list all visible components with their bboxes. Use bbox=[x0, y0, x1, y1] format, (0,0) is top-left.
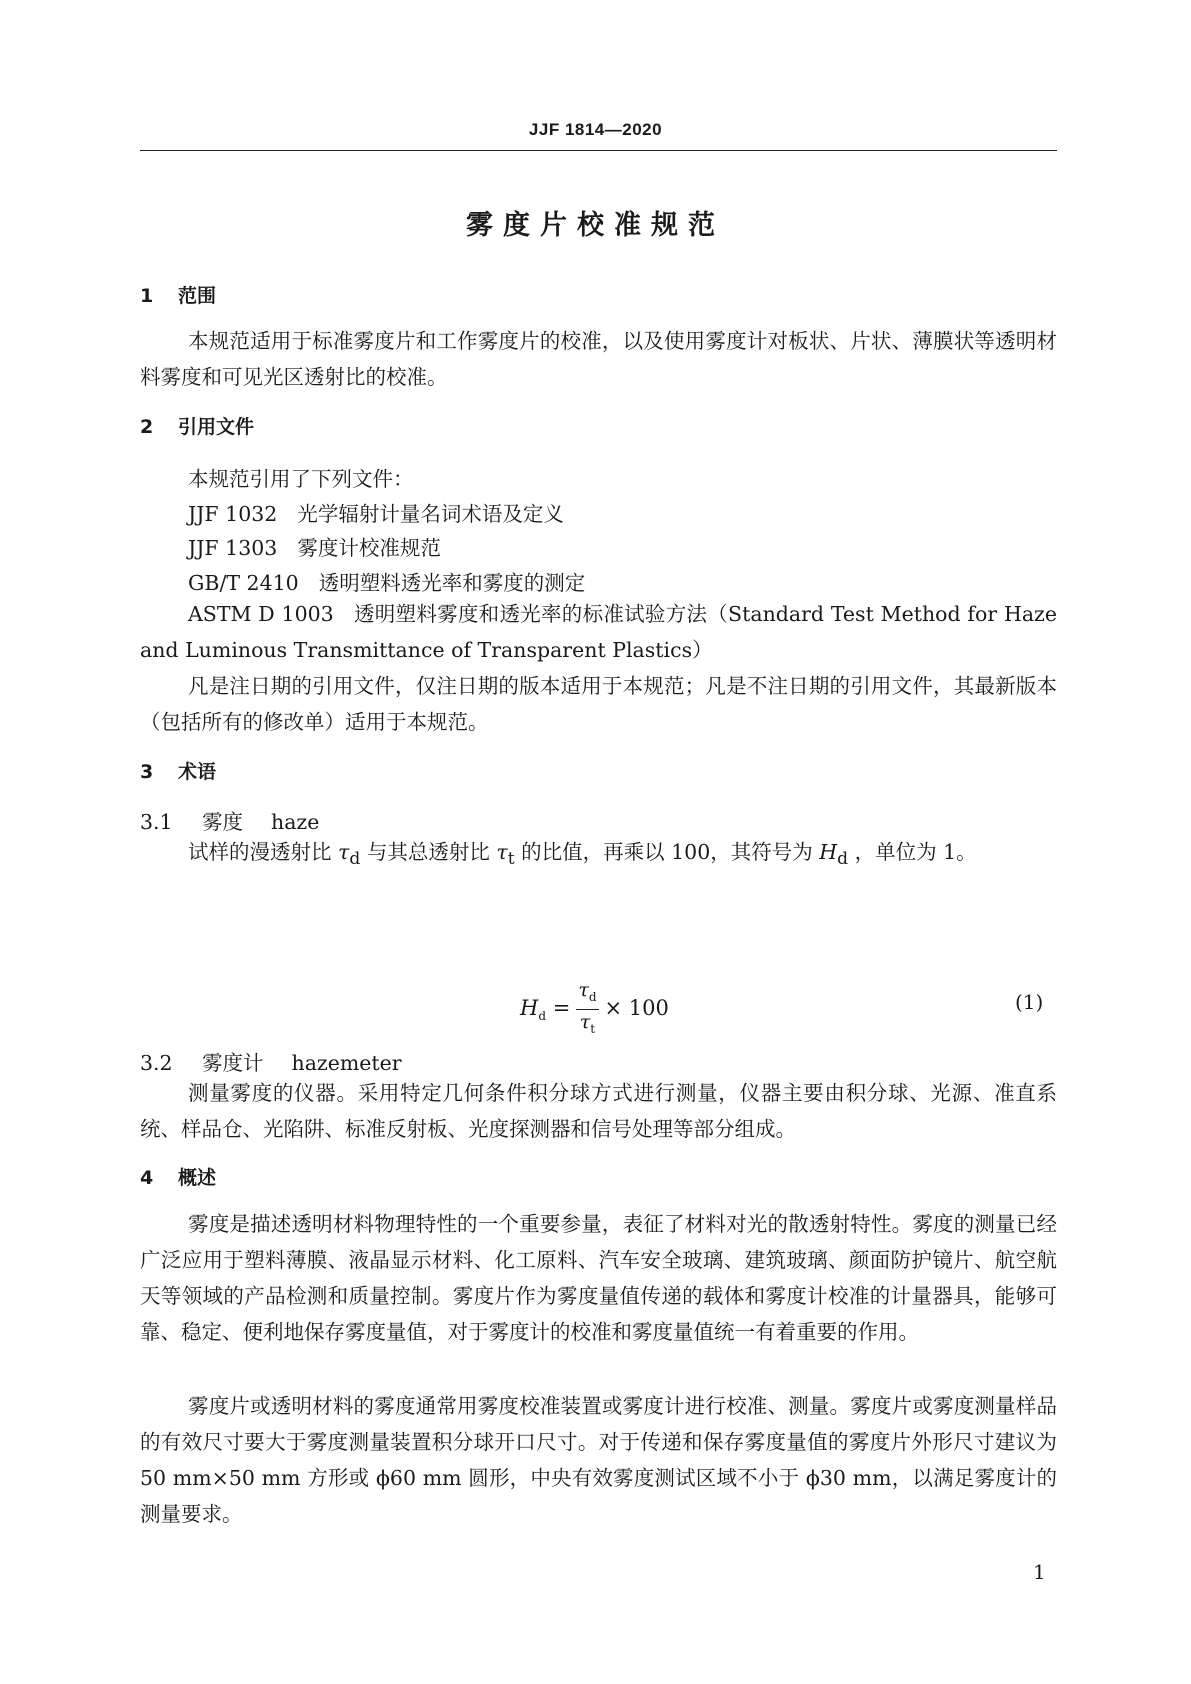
reference-name: 雾度计校准规范 bbox=[297, 536, 441, 560]
fraction bbox=[576, 978, 598, 1041]
reference-item bbox=[188, 566, 585, 596]
section-4-paragraph-1: 雾度是描述透明材料物理特性的一个重要参量，表征了材料对光的散透射特性。雾度的测量已经广泛应用于塑料薄膜、液晶显示材料、化工原料、汽车安全玻璃、建筑玻璃、颜面防护镜片、航空航天等领域的产品检测和质量控制。雾度片作为雾度量值传递的载体和雾度计校准的计量器具，能够可靠、稳定、便利地保存雾度量值，对于雾度计的校准和雾度量值统一有着重要的作用。 bbox=[140, 1212, 1057, 1344]
section-title: 概述 bbox=[178, 1167, 217, 1189]
symbol-tau: τ bbox=[579, 1010, 591, 1033]
section-4-heading bbox=[140, 1163, 216, 1190]
reference-item bbox=[188, 531, 441, 561]
definition-text: 的比值，再乘以 100，其符号为 bbox=[514, 840, 820, 864]
symbol-tau: τ bbox=[496, 840, 508, 864]
symbol-tau: τ bbox=[338, 840, 350, 864]
section-title: 范围 bbox=[178, 285, 217, 307]
section-title: 引用文件 bbox=[178, 416, 255, 438]
denominator bbox=[576, 1010, 598, 1041]
reference-code: JJF 1303 bbox=[188, 536, 278, 560]
reference-item bbox=[140, 596, 1057, 668]
term-english: haze bbox=[271, 810, 320, 834]
references-note: 凡是注日期的引用文件，仅注日期的版本适用于本规范；凡是不注日期的引用文件，其最新版本（包括所有的修改单）适用于本规范。 bbox=[140, 674, 1057, 734]
section-1-paragraph: 本规范适用于标准雾度片和工作雾度片的校准，以及使用雾度计对板状、片状、薄膜状等透明材料雾度和可见光区透射比的校准。 bbox=[140, 329, 1057, 389]
term-3-1 bbox=[140, 805, 319, 835]
document-title: 雾度片校准规范 bbox=[466, 210, 725, 241]
reference-name: 光学辐射计量名词术语及定义 bbox=[297, 502, 564, 526]
header-divider bbox=[140, 150, 1057, 151]
subscript-d: d bbox=[588, 989, 597, 1004]
section-number: 1 bbox=[140, 285, 154, 307]
section-3-heading bbox=[140, 757, 216, 784]
term-3-2-definition: 测量雾度的仪器。采用特定几何条件积分球方式进行测量，仪器主要由积分球、光源、准直系统、样品仓、光陷阱、标准反射板、光度探测器和信号处理等部分组成。 bbox=[140, 1081, 1057, 1141]
equals-sign: = bbox=[552, 995, 571, 1020]
formula-haze bbox=[520, 978, 669, 1041]
formula-lhs bbox=[520, 995, 547, 1023]
subscript-t: t bbox=[507, 849, 515, 870]
reference-item bbox=[188, 497, 564, 527]
page-number: 1 bbox=[1033, 1560, 1046, 1584]
reference-code: GB/T 2410 bbox=[188, 571, 299, 595]
section-title: 术语 bbox=[178, 761, 217, 783]
standard-code-header: JJF 1814—2020 bbox=[528, 120, 663, 139]
definition-text: 试样的漫透射比 bbox=[188, 840, 339, 864]
reference-name: 透明塑料透光率和雾度的测定 bbox=[318, 571, 586, 595]
numerator bbox=[576, 978, 598, 1010]
section-number: 3 bbox=[140, 761, 154, 783]
equation-number: (1) bbox=[1015, 990, 1044, 1014]
symbol-H: H bbox=[819, 840, 838, 864]
references-intro: 本规范引用了下列文件： bbox=[188, 467, 414, 491]
term-3-1-definition bbox=[140, 834, 1057, 877]
symbol-tau: τ bbox=[578, 979, 589, 1001]
section-1-heading bbox=[140, 281, 216, 308]
definition-text: 与其总透射比 bbox=[360, 840, 497, 864]
term-chinese: 雾度计 bbox=[202, 1051, 264, 1075]
subscript-d: d bbox=[837, 849, 849, 870]
section-4-paragraph-2: 雾度片或透明材料的雾度通常用雾度校准装置或雾度计进行校准、测量。雾度片或雾度测量样品的有效尺寸要大于雾度测量装置积分球开口尺寸。对于传递和保存雾度量值的雾度片外形尺寸建议为 50 mm×50 mm 方形或 ϕ60 mm 圆形，中央有效雾度测试区域不小于 ϕ30 mm，以满足雾度计的测量要求。 bbox=[140, 1394, 1057, 1526]
reference-name: 透明塑料雾度和透光率的标准试验方法（Standard Test Method for Haze and Luminous Transmittance of Transparent Plastics） bbox=[140, 602, 1057, 662]
reference-code: ASTM D 1003 bbox=[188, 602, 334, 626]
subscript-d: d bbox=[349, 849, 361, 870]
section-2-heading bbox=[140, 412, 254, 439]
term-3-2 bbox=[140, 1046, 402, 1076]
subscript-d: d bbox=[538, 1008, 547, 1023]
reference-code: JJF 1032 bbox=[188, 502, 278, 526]
symbol-H: H bbox=[520, 995, 539, 1020]
term-number: 3.1 bbox=[140, 810, 173, 834]
term-english: hazemeter bbox=[291, 1051, 402, 1075]
section-number: 4 bbox=[140, 1167, 154, 1189]
definition-text: ，单位为 1。 bbox=[848, 840, 977, 864]
section-number: 2 bbox=[140, 416, 154, 438]
term-number: 3.2 bbox=[140, 1051, 173, 1075]
subscript-t: t bbox=[590, 1021, 596, 1036]
term-chinese: 雾度 bbox=[202, 810, 243, 834]
multiplier: × 100 bbox=[604, 995, 669, 1020]
